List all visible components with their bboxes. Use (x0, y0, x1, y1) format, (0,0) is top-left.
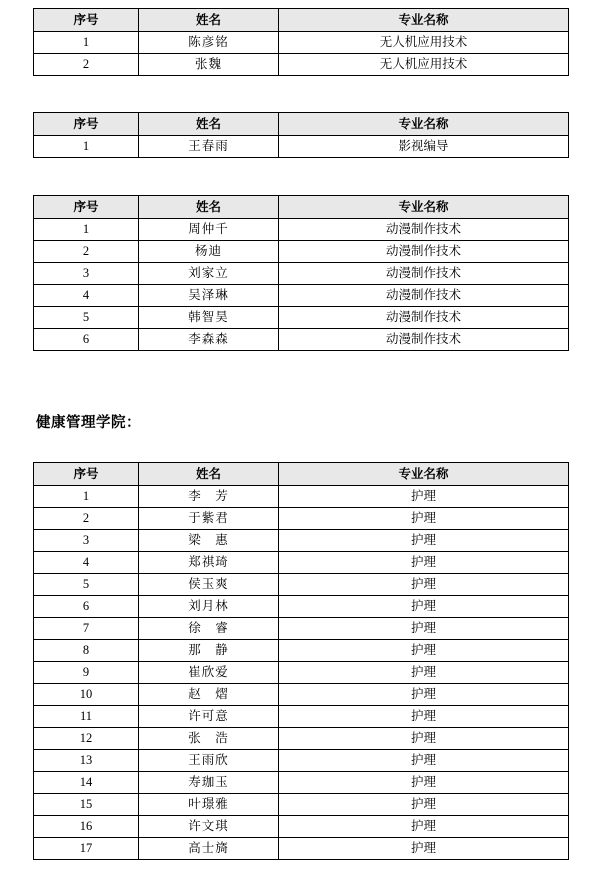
cell-no: 12 (34, 728, 139, 750)
cell-no: 4 (34, 552, 139, 574)
table-row (34, 329, 569, 351)
table-header-row (34, 113, 569, 136)
cell-major: 无人机应用技术 (279, 54, 569, 76)
cell-no: 6 (34, 329, 139, 351)
cell-name: 周仲千 (139, 219, 279, 241)
table-row (34, 508, 569, 530)
cell-major: 护理 (279, 552, 569, 574)
cell-no: 3 (34, 530, 139, 552)
cell-major: 护理 (279, 618, 569, 640)
top-spacer (0, 0, 600, 8)
cell-major: 护理 (279, 508, 569, 530)
cell-name: 梁 惠 (139, 530, 279, 552)
cell-name: 徐 睿 (139, 618, 279, 640)
table-row (34, 596, 569, 618)
cell-major: 护理 (279, 706, 569, 728)
table-row (34, 285, 569, 307)
cell-name: 刘月林 (139, 596, 279, 618)
cell-no: 15 (34, 794, 139, 816)
table-row (34, 263, 569, 285)
cell-major: 护理 (279, 728, 569, 750)
cell-major: 护理 (279, 684, 569, 706)
column-header-major: 专业名称 (279, 463, 569, 486)
table-row (34, 136, 569, 158)
cell-no: 14 (34, 772, 139, 794)
cell-name: 许可意 (139, 706, 279, 728)
cell-name: 李 芳 (139, 486, 279, 508)
column-header-no: 序号 (34, 113, 139, 136)
cell-major: 护理 (279, 530, 569, 552)
cell-name: 王雨欣 (139, 750, 279, 772)
table-uav (33, 8, 569, 76)
cell-no: 7 (34, 618, 139, 640)
table-row (34, 219, 569, 241)
cell-name: 陈彦铭 (139, 32, 279, 54)
table-row (34, 241, 569, 263)
table-header-row (34, 463, 569, 486)
cell-name: 侯玉爽 (139, 574, 279, 596)
cell-no: 13 (34, 750, 139, 772)
cell-name: 李森森 (139, 329, 279, 351)
cell-major: 护理 (279, 574, 569, 596)
cell-name: 郑祺琦 (139, 552, 279, 574)
cell-no: 3 (34, 263, 139, 285)
table-header-row (34, 196, 569, 219)
cell-major: 护理 (279, 596, 569, 618)
column-header-name: 姓名 (139, 113, 279, 136)
cell-major: 无人机应用技术 (279, 32, 569, 54)
table-row (34, 794, 569, 816)
table-row (34, 640, 569, 662)
section-gap (0, 351, 600, 411)
table-row (34, 54, 569, 76)
cell-no: 2 (34, 54, 139, 76)
cell-no: 10 (34, 684, 139, 706)
cell-name: 张 浩 (139, 728, 279, 750)
cell-no: 8 (34, 640, 139, 662)
table-row (34, 574, 569, 596)
cell-no: 11 (34, 706, 139, 728)
cell-no: 5 (34, 307, 139, 329)
cell-major: 动漫制作技术 (279, 219, 569, 241)
cell-name: 许文琪 (139, 816, 279, 838)
cell-no: 1 (34, 136, 139, 158)
table-row (34, 772, 569, 794)
column-header-no: 序号 (34, 9, 139, 32)
cell-no: 2 (34, 508, 139, 530)
cell-name: 于紫君 (139, 508, 279, 530)
table-header-row (34, 9, 569, 32)
cell-name: 叶璟雅 (139, 794, 279, 816)
table-gap-1 (0, 76, 600, 112)
cell-major: 动漫制作技术 (279, 241, 569, 263)
cell-major: 护理 (279, 838, 569, 860)
cell-major: 动漫制作技术 (279, 307, 569, 329)
cell-major: 护理 (279, 486, 569, 508)
cell-no: 4 (34, 285, 139, 307)
cell-name: 那 静 (139, 640, 279, 662)
table-animation (33, 195, 569, 351)
cell-no: 9 (34, 662, 139, 684)
table-row (34, 530, 569, 552)
column-header-no: 序号 (34, 196, 139, 219)
cell-no: 6 (34, 596, 139, 618)
cell-name: 杨迪 (139, 241, 279, 263)
table-row (34, 662, 569, 684)
cell-major: 护理 (279, 750, 569, 772)
table-row (34, 307, 569, 329)
cell-name: 刘家立 (139, 263, 279, 285)
column-header-name: 姓名 (139, 9, 279, 32)
table-row (34, 838, 569, 860)
cell-major: 护理 (279, 662, 569, 684)
cell-major: 动漫制作技术 (279, 329, 569, 351)
cell-no: 1 (34, 486, 139, 508)
cell-name: 吴泽琳 (139, 285, 279, 307)
cell-no: 5 (34, 574, 139, 596)
cell-name: 赵 熠 (139, 684, 279, 706)
table-row (34, 706, 569, 728)
column-header-major: 专业名称 (279, 196, 569, 219)
table-film (33, 112, 569, 158)
cell-major: 护理 (279, 772, 569, 794)
table-row (34, 728, 569, 750)
table-row (34, 750, 569, 772)
cell-major: 影视编导 (279, 136, 569, 158)
table-row (34, 486, 569, 508)
cell-name: 高士旖 (139, 838, 279, 860)
column-header-major: 专业名称 (279, 9, 569, 32)
column-header-no: 序号 (34, 463, 139, 486)
cell-name: 张魏 (139, 54, 279, 76)
cell-name: 崔欣爱 (139, 662, 279, 684)
cell-major: 护理 (279, 640, 569, 662)
column-header-name: 姓名 (139, 463, 279, 486)
cell-no: 17 (34, 838, 139, 860)
cell-no: 16 (34, 816, 139, 838)
table-row (34, 816, 569, 838)
table-row (34, 684, 569, 706)
cell-major: 护理 (279, 816, 569, 838)
cell-no: 2 (34, 241, 139, 263)
column-header-major: 专业名称 (279, 113, 569, 136)
table-row (34, 552, 569, 574)
cell-major: 动漫制作技术 (279, 285, 569, 307)
heading-gap (0, 432, 600, 462)
table-row (34, 32, 569, 54)
table-nursing (33, 462, 569, 860)
cell-name: 王春雨 (139, 136, 279, 158)
cell-major: 动漫制作技术 (279, 263, 569, 285)
column-header-name: 姓名 (139, 196, 279, 219)
table-row (34, 618, 569, 640)
cell-name: 韩智昊 (139, 307, 279, 329)
cell-major: 护理 (279, 794, 569, 816)
cell-no: 1 (34, 219, 139, 241)
cell-name: 寿珈玉 (139, 772, 279, 794)
cell-no: 1 (34, 32, 139, 54)
table-gap-2 (0, 158, 600, 195)
section-heading: 健康管理学院： (36, 415, 141, 431)
